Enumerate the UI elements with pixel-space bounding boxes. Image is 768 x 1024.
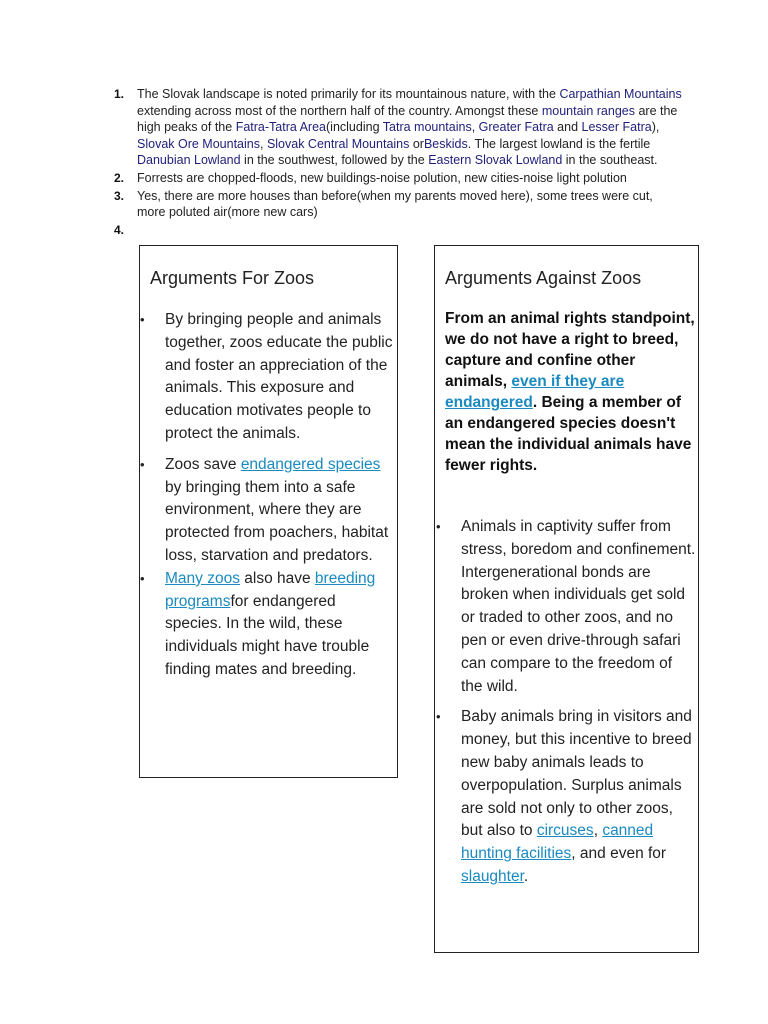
text-segment: , [259, 136, 267, 151]
link-even-if-endangered[interactable]: even if they are endangered [445, 373, 625, 411]
list-item-text: Forrests are chopped-floods, new buildings-noise polution, new cities-noise light polution [137, 170, 627, 185]
for-zoos-list [140, 309, 395, 682]
link-eastern-slovak-lowland[interactable]: Eastern Slovak Lowland [428, 153, 563, 168]
text-segment: The Slovak landscape is noted primarily for its mountainous nature, with the [137, 87, 560, 101]
text-segment: ), [651, 120, 660, 135]
list-number: 3. [114, 188, 125, 203]
list-item-2 [0, 170, 768, 187]
link-canned-hunting-facilities[interactable]: canned hunting facilities [461, 822, 654, 863]
text-segment: for endangered species. In the wild, these individuals might have trouble finding mates and breeding. [165, 592, 370, 678]
list-number: 4. [114, 222, 125, 237]
bullet-icon: • [436, 519, 441, 534]
text-segment: , and even for [571, 845, 667, 863]
bullet-icon: • [436, 709, 441, 725]
link-mountain-ranges[interactable]: mountain ranges [541, 103, 635, 118]
list-item-4 [0, 222, 768, 239]
link-carpathian-mountains[interactable]: Carpathian Mountains [559, 87, 682, 101]
link-breeding-programs[interactable]: breeding programs [165, 569, 376, 610]
list-item [140, 568, 395, 682]
link-greater-fatra[interactable]: Greater Fatra [478, 120, 554, 135]
intro-paragraph [445, 308, 695, 476]
text-segment: From an animal rights standpoint, we do not have a right to breed, capture and confine other animals, [445, 310, 695, 390]
link-circuses[interactable]: circuses [536, 822, 594, 840]
bullet-icon: • [140, 312, 145, 327]
list-item-3 [0, 188, 768, 221]
arguments-for-zoos-box [139, 245, 398, 778]
text-segment: , [471, 120, 479, 135]
link-endangered-species[interactable]: endangered species [240, 455, 381, 473]
text-segment: and [553, 120, 582, 135]
against-zoos-list [436, 516, 697, 889]
numbered-list [0, 86, 768, 238]
list-item-1 [0, 86, 768, 169]
text-segment: Zoos save [165, 455, 241, 473]
link-beskids[interactable]: Beskids [423, 136, 468, 151]
bullet-icon: • [140, 570, 145, 586]
text-segment: Baby animals bring in visitors and money, but this incentive to breed new baby animals leads to overpopulation. Surplus animals are sold not only to other zoos, but also to [461, 708, 692, 840]
text-segment: . The largest lowland is the fertile [467, 136, 651, 151]
text-segment: . [523, 867, 529, 885]
list-item [436, 706, 697, 888]
list-item-text: Animals in captivity suffer from stress, boredom and confinement. Intergenerational bonds are broken when individuals get sold or traded to other zoos, and no pen or even drive-through safari can compare to the freedom of the wild. [461, 518, 696, 695]
list-item [436, 516, 697, 698]
text-segment: , [593, 822, 603, 840]
list-item-text: By bringing people and animals together, zoos educate the public and foster an appreciation of the animals. This exposure and education motivates people to protect the animals. [165, 311, 393, 442]
link-many-zoos[interactable]: Many zoos [165, 569, 240, 587]
bullet-icon: • [140, 456, 145, 472]
link-slovak-central-mountains[interactable]: Slovak Central Mountains [266, 136, 410, 151]
text-segment: by bringing them into a safe environment, where they are protected from poachers, habitat loss, starvation and predators. [165, 478, 389, 564]
list-item-text: Yes, there are more houses than before(when my parents moved here), some trees were cut, more poluted air(more new cars) [137, 188, 653, 220]
list-item [140, 454, 395, 568]
link-danubian-lowland[interactable]: Danubian Lowland [137, 153, 241, 168]
text-segment: extending across most of the northern half of the country. Amongst these [137, 103, 542, 118]
text-segment: also have [239, 569, 315, 587]
text-segment: . Being a member of an endangered species doesn't mean the individual animals have fewer rights. [445, 394, 692, 474]
link-lesser-fatra[interactable]: Lesser Fatra [581, 120, 652, 135]
arguments-against-zoos-box [434, 245, 699, 953]
text-segment: or [409, 136, 424, 151]
list-item-text [137, 86, 682, 169]
box-title: Arguments For Zoos [150, 268, 315, 288]
text-segment: in the southeast. [562, 153, 658, 168]
text-segment: (including [326, 120, 383, 135]
text-segment: in the southwest, followed by the [240, 153, 429, 168]
list-item-text [137, 222, 682, 239]
link-tatra-mountains[interactable]: Tatra mountains [382, 120, 472, 135]
list-number: 2. [114, 170, 125, 185]
list-number: 1. [114, 87, 125, 101]
box-title: Arguments Against Zoos [445, 268, 642, 288]
link-slovak-ore-mountains[interactable]: Slovak Ore Mountains [137, 136, 260, 151]
text-segment: are the high peaks of the [137, 103, 678, 135]
link-fatra-tatra-area[interactable]: Fatra-Tatra Area [235, 120, 327, 135]
list-item [140, 309, 395, 446]
link-slaughter[interactable]: slaughter [461, 867, 524, 885]
